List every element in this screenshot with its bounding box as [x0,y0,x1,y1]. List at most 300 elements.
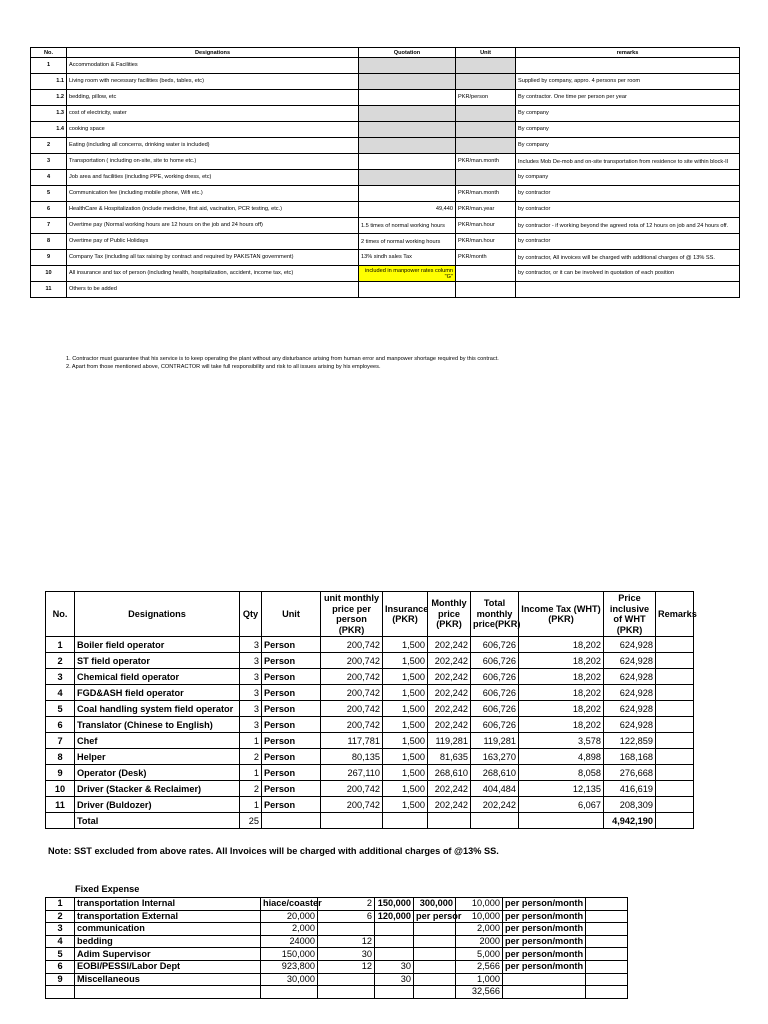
row-unit-price: 200,742 [321,653,383,669]
table-row [31,250,740,266]
table-row [46,685,694,701]
row-no: 8 [31,234,67,250]
row-no: 4 [46,685,75,701]
row-unit: PKR/man.month [456,186,516,202]
row-incl: 208,309 [604,797,656,813]
row-no: 6 [46,717,75,733]
note-line: 1. Contractor must guarantee that his service is to keep operating the plant without any disturbance arising from human error and manpower shortage required by this contract. [66,356,499,362]
row-designation: Others to be added [67,282,359,298]
row-c1: 24000 [261,935,318,948]
row-designation: bedding, pillow, etc [67,90,359,106]
row-incl: 122,859 [604,733,656,749]
row-unit-price: 200,742 [321,781,383,797]
manpower-table [45,591,697,829]
row-remarks [656,685,694,701]
total-spacer [262,813,321,829]
row-quotation: 13% sindh sales Tax [359,250,456,266]
total-label: Total [75,813,240,829]
row-no: 1.2 [31,90,67,106]
row-designation: Chef [75,733,240,749]
row-remarks [516,282,740,298]
row-total: 606,726 [471,701,519,717]
row-unit: PKR/man.hour [456,218,516,234]
row-c4 [414,960,456,973]
row-total: 606,726 [471,669,519,685]
header-unit-price: unit monthly price per person (PKR) [321,592,383,637]
row-insurance: 1,500 [383,653,428,669]
row-blank [75,986,261,999]
row-unit-price: 267,110 [321,765,383,781]
row-unit-price: 80,135 [321,749,383,765]
row-unit: PKR/man.year [456,202,516,218]
row-no: 5 [46,701,75,717]
row-monthly: 202,242 [428,685,471,701]
row-blank [586,973,628,986]
row-no: 1 [46,637,75,653]
row-tax: 12,135 [519,781,604,797]
row-remarks: by contractor [516,186,740,202]
row-c4 [414,973,456,986]
table-row [46,960,628,973]
row-blank [318,986,375,999]
row-remarks: Supplied by company, appro. 4 persons per room [516,74,740,90]
row-designation: cost of electricity, water [67,106,359,122]
row-remarks [656,637,694,653]
row-no: 7 [31,218,67,234]
row-blank [503,986,586,999]
row-qty: 3 [240,669,262,685]
row-incl: 624,928 [604,717,656,733]
row-qty: 3 [240,701,262,717]
table-row [31,170,740,186]
table-row [46,733,694,749]
row-designation: Overtime pay of Public Holidays [67,234,359,250]
row-c1: hiace/coaster [261,898,318,911]
header-quotation: Quotation [359,48,456,58]
row-insurance: 1,500 [383,797,428,813]
row-c5: 1,000 [456,973,503,986]
row-designation: Operator (Desk) [75,765,240,781]
row-unit [456,122,516,138]
row-item: EOBI/PESSI/Labor Dept [75,960,261,973]
row-unit [456,282,516,298]
row-designation: Helper [75,749,240,765]
table-row [31,218,740,234]
table-row [46,935,628,948]
row-c2 [318,973,375,986]
row-item: communication [75,923,261,936]
row-designation: Communication fee (including mobile phone, Wifi etc.) [67,186,359,202]
row-designation: HealthCare & Hospitalization (include medicine, first aid, vacination, PCR testing, etc.) [67,202,359,218]
header-remarks: Remarks [656,592,694,637]
fixed-expense-table [45,897,628,999]
row-remarks: by contractor [516,202,740,218]
row-unit-price: 200,742 [321,797,383,813]
row-no: 3 [46,923,75,936]
header-insurance: Insurance (PKR) [383,592,428,637]
row-item: transportation Internal [75,898,261,911]
row-blank [375,986,414,999]
row-designation: Driver (Buldozer) [75,797,240,813]
table-row [31,234,740,250]
row-unit: Person [262,701,321,717]
table-row [46,781,694,797]
row-total: 163,270 [471,749,519,765]
row-incl: 624,928 [604,701,656,717]
row-qty: 2 [240,749,262,765]
row-remarks: By company [516,106,740,122]
row-quotation: included in manpower rates column "G" [359,266,456,282]
table-row [31,266,740,282]
row-unit [456,74,516,90]
row-remarks: By company [516,138,740,154]
row-qty: 3 [240,717,262,733]
row-no: 3 [46,669,75,685]
row-no: 8 [46,749,75,765]
row-remarks: By contractor. One time per person per year [516,90,740,106]
total-spacer [428,813,471,829]
header-income-tax: Income Tax (WHT) (PKR) [519,592,604,637]
row-no: 6 [46,960,75,973]
row-tax: 18,202 [519,717,604,733]
row-designation: Chemical field operator [75,669,240,685]
table-row [46,948,628,961]
row-remarks [656,781,694,797]
row-c2: 12 [318,935,375,948]
row-c2: 6 [318,910,375,923]
row-c5: 2,000 [456,923,503,936]
row-c4 [414,923,456,936]
table-row [31,282,740,298]
row-unit: Person [262,733,321,749]
row-quotation: 1.5 times of normal working hours [359,218,456,234]
row-c5: 2,566 [456,960,503,973]
row-remarks [516,58,740,74]
row-c3: 120,000 [375,910,414,923]
row-tax: 8,058 [519,765,604,781]
row-c3 [375,923,414,936]
total-spacer [46,813,75,829]
row-incl: 624,928 [604,653,656,669]
row-blank [586,935,628,948]
row-quotation [359,122,456,138]
header-designations: Designations [75,592,240,637]
facilities-table [30,47,740,298]
row-tax: 18,202 [519,701,604,717]
row-blank [586,986,628,999]
table-row [31,74,740,90]
row-blank [586,948,628,961]
row-quotation [359,170,456,186]
row-incl: 168,168 [604,749,656,765]
sst-note: Note: SST excluded from above rates. All Invoices will be charged with additional charges of @13% SS. [48,846,499,856]
row-remarks [656,797,694,813]
row-unit [456,106,516,122]
row-blank [586,898,628,911]
row-tax: 18,202 [519,669,604,685]
row-no: 11 [31,282,67,298]
row-quotation [359,154,456,170]
row-qty: 2 [240,781,262,797]
table-row [46,797,694,813]
row-no: 1 [46,898,75,911]
row-qty: 3 [240,685,262,701]
table-row [46,637,694,653]
row-c4: 300,000 [414,898,456,911]
row-c6: per person/month [503,948,586,961]
row-remarks [656,749,694,765]
row-tax: 6,067 [519,797,604,813]
row-insurance: 1,500 [383,781,428,797]
row-remarks: Includes Mob De-mob and on-site transportation from residence to site within block-II [516,154,740,170]
row-total: 268,610 [471,765,519,781]
row-c3 [375,935,414,948]
table-row [31,202,740,218]
row-designation: ST field operator [75,653,240,669]
row-no: 10 [31,266,67,282]
row-monthly: 202,242 [428,781,471,797]
row-quotation [359,106,456,122]
row-no: 1 [31,58,67,74]
row-c6: per person/month [503,923,586,936]
row-c6: per person/month [503,898,586,911]
total-spacer [383,813,428,829]
row-quotation [359,90,456,106]
total-spacer [471,813,519,829]
row-monthly: 202,242 [428,701,471,717]
row-total: 606,726 [471,717,519,733]
row-c3: 150,000 [375,898,414,911]
table-row [46,765,694,781]
row-c6: per person/month [503,935,586,948]
row-tax: 18,202 [519,653,604,669]
row-insurance: 1,500 [383,717,428,733]
row-unit: Person [262,749,321,765]
row-c1: 20,000 [261,910,318,923]
row-c2 [318,923,375,936]
row-c5: 5,000 [456,948,503,961]
row-qty: 3 [240,653,262,669]
header-unit: Unit [262,592,321,637]
row-unit [456,138,516,154]
row-remarks: by contractor, All invoices will be charged with additional charges of @ 13% SS. [516,250,740,266]
row-unit: Person [262,637,321,653]
row-insurance: 1,500 [383,765,428,781]
row-tax: 4,898 [519,749,604,765]
row-designation: Company Tax (including all tax raising by contract and required by PAKISTAN government) [67,250,359,266]
row-quotation [359,186,456,202]
table-row [46,653,694,669]
row-c5: 10,000 [456,898,503,911]
table-row [46,669,694,685]
row-item: transportation External [75,910,261,923]
row-designation: Coal handling system field operator [75,701,240,717]
total-spacer [656,813,694,829]
note-line: 2. Apart from those mentioned above, CONTRACTOR will take full responsibility and risk to all issues arising by his employees. [66,364,381,370]
row-insurance: 1,500 [383,669,428,685]
row-unit [456,266,516,282]
row-incl: 416,619 [604,781,656,797]
row-c4 [414,935,456,948]
row-unit [456,170,516,186]
row-remarks: by contractor [516,234,740,250]
row-designation: Driver (Stacker & Reclaimer) [75,781,240,797]
row-remarks [656,717,694,733]
row-c2: 2 [318,898,375,911]
table-row [46,717,694,733]
row-incl: 624,928 [604,637,656,653]
fixed-expense-title: Fixed Expense [75,884,140,894]
row-insurance: 1,500 [383,685,428,701]
header-designations: Designations [67,48,359,58]
row-unit-price: 117,781 [321,733,383,749]
row-incl: 276,668 [604,765,656,781]
row-monthly: 81,635 [428,749,471,765]
row-designation: Boiler field operator [75,637,240,653]
row-remarks: by contractor - if working beyond the agreed rota of 12 hours on job and 24 hours off. [516,218,740,234]
row-no: 5 [31,186,67,202]
row-quotation: 49,440 [359,202,456,218]
table-row [46,749,694,765]
row-qty: 1 [240,733,262,749]
row-no: 11 [46,797,75,813]
row-unit: PKR/person [456,90,516,106]
row-blank [586,910,628,923]
row-c5: 2000 [456,935,503,948]
row-unit-price: 200,742 [321,701,383,717]
header-total-monthly: Total monthly price(PKR) [471,592,519,637]
table-row [31,138,740,154]
row-c6: per person/month [503,960,586,973]
row-no: 2 [46,910,75,923]
header-qty: Qty [240,592,262,637]
row-unit: Person [262,685,321,701]
row-no: 2 [46,653,75,669]
fixed-expense-total: 32,566 [456,986,503,999]
row-unit: Person [262,653,321,669]
row-monthly: 202,242 [428,669,471,685]
table-header-row [46,592,694,637]
row-item: Miscellaneous [75,973,261,986]
row-no: 4 [31,170,67,186]
header-no: No. [31,48,67,58]
row-total: 606,726 [471,685,519,701]
row-no: 1.4 [31,122,67,138]
row-total: 404,484 [471,781,519,797]
table-row [31,186,740,202]
row-unit: Person [262,765,321,781]
row-blank [414,986,456,999]
row-incl: 624,928 [604,669,656,685]
row-remarks: by contractor, or it can be involved in quotation of each position [516,266,740,282]
total-qty: 25 [240,813,262,829]
table-row [31,106,740,122]
header-no: No. [46,592,75,637]
row-insurance: 1,500 [383,733,428,749]
table-row [31,122,740,138]
row-qty: 1 [240,765,262,781]
row-no: 3 [31,154,67,170]
row-blank [586,923,628,936]
row-unit [456,58,516,74]
row-unit-price: 200,742 [321,637,383,653]
row-tax: 18,202 [519,685,604,701]
row-tax: 18,202 [519,637,604,653]
row-monthly: 202,242 [428,717,471,733]
row-designation: Transportation ( including on-site, site to home etc.) [67,154,359,170]
row-remarks [656,765,694,781]
row-remarks [656,669,694,685]
row-designation: Eating (including all concerns, drinking water is included) [67,138,359,154]
table-row [31,90,740,106]
row-no: 9 [46,765,75,781]
row-c6: per person/month [503,910,586,923]
row-item: bedding [75,935,261,948]
row-remarks: By company [516,122,740,138]
table-row [46,986,628,999]
total-spacer [321,813,383,829]
row-item: Adim Supervisor [75,948,261,961]
row-no: 1.1 [31,74,67,90]
row-unit-price: 200,742 [321,669,383,685]
row-unit: Person [262,781,321,797]
row-monthly: 202,242 [428,797,471,813]
row-remarks [656,701,694,717]
row-designation: Living room with necessary facilities (beds, tables, etc) [67,74,359,90]
row-blank [46,986,75,999]
row-monthly: 268,610 [428,765,471,781]
row-remarks [656,653,694,669]
row-unit-price: 200,742 [321,685,383,701]
row-insurance: 1,500 [383,749,428,765]
row-tax: 3,578 [519,733,604,749]
row-c5: 10,000 [456,910,503,923]
row-c1: 150,000 [261,948,318,961]
header-price-incl-wht: Price inclusive of WHT (PKR) [604,592,656,637]
header-unit: Unit [456,48,516,58]
row-c3: 30 [375,973,414,986]
row-no: 5 [46,948,75,961]
row-unit: Person [262,669,321,685]
row-total: 202,242 [471,797,519,813]
total-spacer [519,813,604,829]
header-remarks: remarks [516,48,740,58]
row-c3: 30 [375,960,414,973]
header-monthly-price: Monthly price (PKR) [428,592,471,637]
row-c2: 12 [318,960,375,973]
row-total: 119,281 [471,733,519,749]
row-no: 2 [31,138,67,154]
row-monthly: 202,242 [428,637,471,653]
row-remarks: by company [516,170,740,186]
row-no: 9 [46,973,75,986]
table-row [31,58,740,74]
row-quotation [359,74,456,90]
row-designation: Overtime pay (Normal working hours are 12 hours on the job and 24 hours off) [67,218,359,234]
row-monthly: 202,242 [428,653,471,669]
row-quotation [359,58,456,74]
row-designation: Job area and facilities (including PPE, working dress, etc) [67,170,359,186]
row-c3 [375,948,414,961]
row-c4: per persor [414,910,456,923]
row-remarks [656,733,694,749]
table-row [46,898,628,911]
row-unit: PKR/man.hour [456,234,516,250]
row-c4 [414,948,456,961]
table-row [46,910,628,923]
row-no: 6 [31,202,67,218]
row-blank [261,986,318,999]
